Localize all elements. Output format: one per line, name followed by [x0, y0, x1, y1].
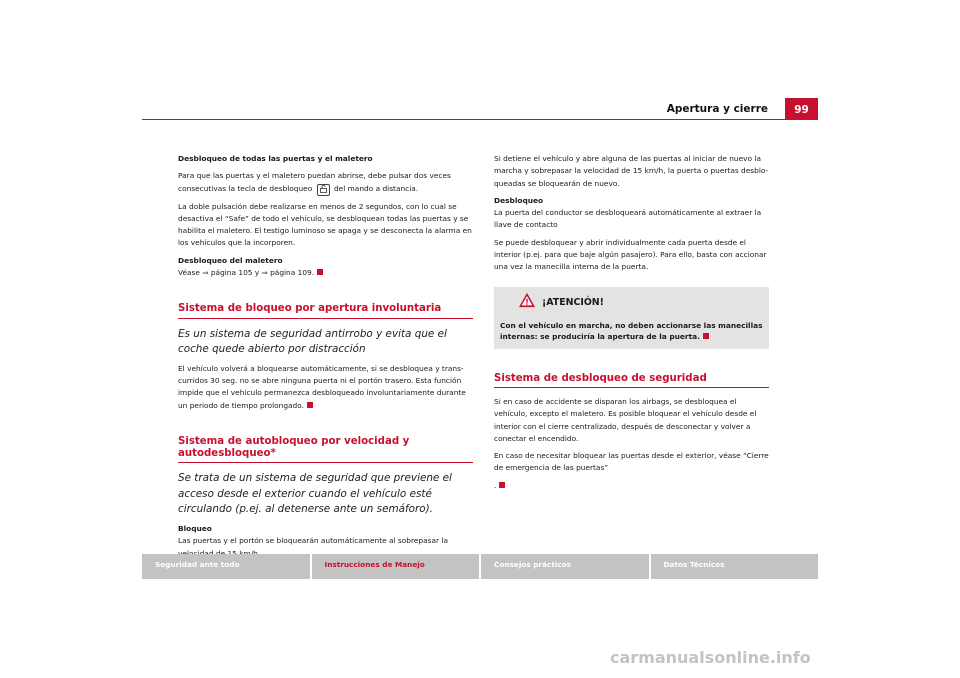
paragraph-speed-lock: Las puertas y el portón se bloquearán automáticamente al sobrepasar la	[178, 536, 448, 546]
end-mark-icon	[703, 333, 709, 339]
page-number: 99	[785, 98, 818, 120]
paragraph-relock: Si detiene el vehículo y abre alguna de las puertas al iniciar de nuevo la marcha y sobrepasar la velocidad de 15 km/h, la puerta o puertas desblo-queadas se bloquearán de nuevo.	[494, 154, 769, 188]
section-title-trunk: Desbloqueo del maletero	[178, 255, 283, 265]
paragraph-trunk-ref	[178, 267, 473, 279]
heading-safety-unlock: Sistema de desbloqueo de seguridad	[494, 373, 769, 388]
warning-triangle-icon	[518, 292, 536, 308]
paragraph-double-press: La doble pulsación debe realizarse en menos de 2 segundos, con lo cual se desactiva el “Safe” de todo el vehículo, se desbloquean todas las puertas y se habilita el maletero. El testigo luminoso se apaga y se desconecta la alarma en los vehículos que la incorporen.	[178, 201, 472, 248]
end-mark-icon	[499, 482, 505, 488]
paragraph-text: El vehículo volverá a bloquearse automáticamente, si se desbloquea y trans-curridos 30 seg. no se abre ninguna puerta ni el portón trasero. Esta función impide que el vehículo permanezca desbloqueado involuntariamente durante un periodo de tiempo prolongado.	[178, 363, 466, 410]
footer-nav	[142, 554, 818, 579]
paragraph-individual-unlock: Se puede desbloquear y abrir individualmente cada puerta desde el interior (p.ej. para que baje algún pasajero). Para ello, basta con accionar una vez la manecilla interna de la puerta.	[494, 237, 767, 272]
paragraph-involuntary-lock	[178, 363, 473, 412]
footer-tab-operating-instructions[interactable]: Instrucciones de Manejo	[312, 554, 482, 579]
heading-speed-lock: Sistema de autobloqueo por velocidad y autodesbloqueo*	[178, 436, 473, 464]
end-mark-icon	[317, 269, 323, 275]
footer-tab-safety[interactable]: Seguridad ante todo	[142, 554, 312, 579]
left-column	[178, 153, 473, 565]
warning-box	[494, 287, 769, 349]
end-mark-icon	[307, 402, 313, 408]
footer-tab-technical-data[interactable]: Datos Técnicos	[663, 560, 725, 569]
paragraph-text: .	[494, 480, 497, 490]
footer-tab-practical-tips[interactable]: Consejos prácticos	[481, 554, 651, 579]
watermark: carmanualsonline.info	[610, 648, 811, 667]
right-column	[494, 153, 769, 497]
paragraph-text: del mando a distancia.	[333, 183, 419, 193]
unlock-key-icon	[317, 184, 330, 196]
warning-title: ¡ATENCIÓN!	[542, 296, 604, 308]
heading-involuntary-lock: Sistema de bloqueo por apertura involuntaria	[178, 303, 473, 318]
label-bloqueo: Bloqueo	[178, 523, 212, 533]
paragraph-unlock-all	[178, 170, 473, 195]
paragraph-airbag-unlock: Si en caso de accidente se disparan los airbags, se desbloquea el vehículo, excepto el maletero. Es posible bloquear el vehículo desde el interior con el cierre centralizado, después de desconectar y volver a conectar el encendido.	[494, 396, 757, 443]
label-desbloqueo: Desbloqueo	[494, 195, 544, 205]
subtitle-speed-lock: Se trata de un sistema de seguridad que previene el acceso desde el exterior cuando el vehículo esté circulando (p.ej. al detenerse ante un semáforo).	[178, 472, 452, 516]
page-header-title: Apertura y cierre	[666, 103, 768, 115]
paragraph-emergency-lock: En caso de necesitar bloquear las puertas desde el exterior, véase “Cierre de emergencia de las puertas”	[494, 451, 769, 473]
paragraph-period	[494, 480, 769, 492]
paragraph-driver-door: La puerta del conductor se desbloqueará automáticamente al extraer la llave de contacto	[494, 208, 762, 230]
header-rule	[142, 119, 818, 120]
warning-text-content: Con el vehículo en marcha, no deben accionarse las manecillas internas: se produciría la apertura de la puerta.	[500, 320, 763, 342]
paragraph-text: Para que las puertas y el maletero puedan abrirse, debe pulsar dos veces consecutivas la tecla de desbloqueo	[178, 171, 451, 193]
warning-text	[500, 320, 763, 343]
section-title-unlock-all: Desbloqueo de todas las puertas y el maletero	[178, 154, 373, 163]
subtitle-involuntary-lock: Es un sistema de seguridad antirrobo y evita que el coche quede abierto por distracción	[178, 327, 447, 356]
paragraph-text: Véase ⇒ página 105 y ⇒ página 109.	[178, 268, 315, 278]
warning-header	[518, 292, 763, 312]
